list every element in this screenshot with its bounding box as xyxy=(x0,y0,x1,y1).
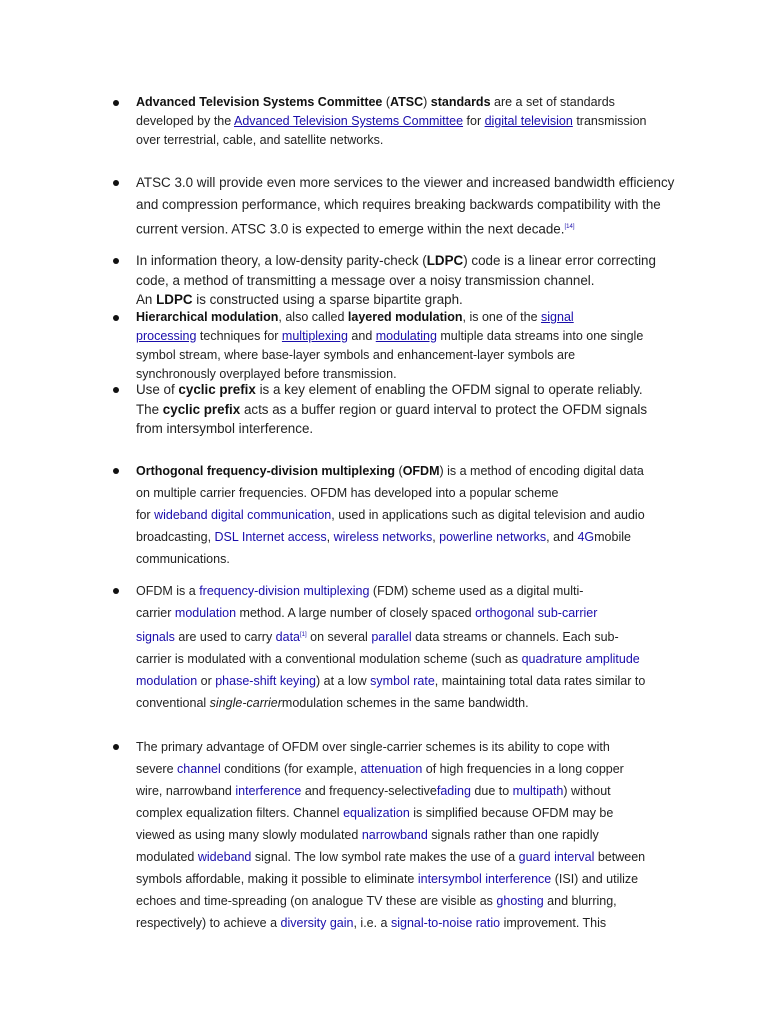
text-run: (ISI) and utilize xyxy=(551,872,639,886)
underlined-link[interactable]: Advanced Television Systems Committee xyxy=(234,114,464,128)
text-run: , also called xyxy=(278,310,348,324)
text-run: The xyxy=(136,401,163,417)
link[interactable]: modulation xyxy=(136,674,198,689)
list-item-text xyxy=(136,736,676,934)
text-run: severe xyxy=(136,762,177,776)
text-line xyxy=(136,327,676,346)
text-run: on multiple carrier frequencies. OFDM has developed into a popular scheme xyxy=(136,486,559,500)
link[interactable]: parallel xyxy=(371,630,412,645)
text-run: ( xyxy=(382,95,391,109)
text-run: , xyxy=(432,530,440,544)
text-run: techniques for xyxy=(196,329,282,343)
bullet-icon xyxy=(113,468,119,474)
link[interactable]: 4G xyxy=(577,530,595,544)
text-run: is a key element of enabling the OFDM signal to operate reliably. xyxy=(255,382,643,397)
text-run: , is one of the xyxy=(462,310,542,324)
text-line xyxy=(136,758,676,780)
link[interactable]: quadrature amplitude xyxy=(521,652,640,667)
link[interactable]: multipath xyxy=(512,784,564,798)
link[interactable]: data xyxy=(275,630,301,645)
link[interactable]: channel xyxy=(177,762,221,776)
text-line xyxy=(136,131,676,150)
bold-term: LDPC xyxy=(156,292,193,307)
text-line xyxy=(136,290,676,310)
text-run: respectively) to achieve a xyxy=(136,916,281,930)
text-line xyxy=(136,504,676,526)
bullet-icon xyxy=(113,588,119,594)
link[interactable]: signal-to-noise ratio xyxy=(391,916,501,930)
text-run: ) is a method of encoding digital data xyxy=(439,464,644,478)
link[interactable]: powerline networks xyxy=(439,530,547,544)
text-line xyxy=(136,548,676,570)
text-line xyxy=(136,419,676,439)
text-run: due to xyxy=(470,784,513,798)
text-run: signal. The low symbol rate makes the use of a xyxy=(251,850,519,864)
text-run: is simplified because OFDM may be xyxy=(409,806,614,820)
text-run: ATSC 3.0 will provide even more services to the viewer and increased bandwidth efficiency xyxy=(136,175,675,190)
text-run: multiple data streams into one single xyxy=(436,329,644,343)
bullet-icon xyxy=(113,387,119,393)
text-run: ) code is a linear error correcting xyxy=(463,253,656,268)
bold-term: cyclic prefix xyxy=(178,382,256,397)
link[interactable]: symbol rate xyxy=(370,674,435,689)
text-run: viewed as using many slowly modulated xyxy=(136,828,362,842)
link[interactable]: orthogonal sub-carrier xyxy=(475,606,598,620)
link[interactable]: narrowband xyxy=(361,828,428,842)
text-run: broadcasting, xyxy=(136,530,215,544)
text-run: modulation schemes in the same bandwidth. xyxy=(281,696,529,711)
list-item-text xyxy=(136,172,676,240)
list-item-text xyxy=(136,251,676,310)
text-run: complex equalization filters. Channel xyxy=(136,806,344,820)
text-line xyxy=(136,824,676,846)
text-line xyxy=(136,172,676,194)
list-item-text xyxy=(136,93,676,150)
link[interactable]: signals xyxy=(136,630,175,645)
text-run: (FDM) scheme used as a digital multi- xyxy=(369,584,584,598)
text-line xyxy=(136,624,676,648)
text-run: improvement. This xyxy=(500,916,607,930)
bullet-icon xyxy=(113,100,119,106)
text-run: ( xyxy=(395,464,403,478)
text-run: acts as a buffer region or guard interval to protect the OFDM signals xyxy=(240,401,648,417)
text-line xyxy=(136,526,676,548)
link[interactable]: modulation xyxy=(174,606,237,620)
link[interactable]: guard interval xyxy=(518,850,595,864)
text-line xyxy=(136,802,676,824)
text-line xyxy=(136,400,676,420)
text-run: An xyxy=(136,292,157,307)
text-run: modulated xyxy=(136,850,198,864)
link[interactable]: frequency-division multiplexing xyxy=(199,584,370,598)
bold-term: Orthogonal frequency-division multiplexing xyxy=(136,464,396,478)
text-run: , i.e. a xyxy=(353,916,391,930)
bold-term: Hierarchical modulation xyxy=(136,310,279,324)
text-run: , xyxy=(326,530,334,544)
text-run: carrier is modulated with a conventional modulation scheme (such as xyxy=(136,652,522,667)
text-run: and compression performance, which requires breaking backwards compatibility with the xyxy=(136,197,661,212)
text-line xyxy=(136,890,676,912)
text-run: is constructed using a sparse bipartite graph. xyxy=(192,292,463,307)
list-item-text xyxy=(136,580,676,714)
text-run: mobile xyxy=(594,530,631,544)
text-run: symbol stream, where base-layer symbols and enhancement-layer symbols are xyxy=(136,348,576,362)
text-run: and xyxy=(347,329,376,343)
text-run: from intersymbol interference. xyxy=(136,421,314,436)
citation-link[interactable]: [14] xyxy=(564,224,575,230)
bold-term: Advanced Television Systems Committee xyxy=(136,95,383,109)
text-line xyxy=(136,670,676,692)
italic-term: single-carrier xyxy=(209,696,282,711)
link[interactable]: equalization xyxy=(343,806,410,820)
text-run: Use of xyxy=(136,382,179,397)
bold-term: layered modulation xyxy=(347,310,463,324)
bullet-icon xyxy=(113,180,119,186)
text-run: data streams or channels. Each sub- xyxy=(411,630,619,645)
link[interactable]: fading xyxy=(436,784,471,798)
underlined-link[interactable]: multiplexing xyxy=(281,329,348,343)
text-line xyxy=(136,868,676,890)
link[interactable]: phase-shift keying xyxy=(215,674,316,689)
bold-term: OFDM xyxy=(402,464,440,478)
link[interactable]: attenuation xyxy=(360,762,423,776)
text-line xyxy=(136,112,676,131)
text-run: and frequency-selective xyxy=(301,784,437,798)
text-line xyxy=(136,194,676,216)
text-run: conditions (for example, xyxy=(220,762,361,776)
text-line xyxy=(136,251,676,271)
text-run: ) at a low xyxy=(315,674,371,689)
text-line xyxy=(136,648,676,670)
text-run: on several xyxy=(306,630,372,645)
text-run: , and xyxy=(546,530,578,544)
text-run: are used to carry xyxy=(174,630,276,645)
link[interactable]: intersymbol interference xyxy=(417,872,552,886)
text-run: conventional xyxy=(136,696,210,711)
list-item-text xyxy=(136,460,676,570)
text-run: over terrestrial, cable, and satellite networks. xyxy=(136,133,384,147)
text-run: are a set of standards xyxy=(490,95,615,109)
text-line xyxy=(136,736,676,758)
list-item-text xyxy=(136,380,676,439)
link[interactable]: ghosting xyxy=(496,894,544,908)
bullet-icon xyxy=(113,744,119,750)
bold-term: ATSC xyxy=(390,95,424,109)
bold-term: cyclic prefix xyxy=(162,401,241,417)
text-run: for xyxy=(463,114,485,128)
link[interactable]: wireless networks xyxy=(333,530,433,544)
text-line xyxy=(136,271,676,291)
text-line xyxy=(136,93,676,112)
bullet-icon xyxy=(113,315,119,321)
text-line xyxy=(136,692,676,714)
citation-link[interactable]: [1] xyxy=(300,632,307,638)
text-run: of high frequencies in a long copper xyxy=(422,762,624,776)
underlined-link[interactable]: signal xyxy=(541,310,574,324)
text-line xyxy=(136,346,676,365)
text-run: synchronously overplayed before transmission. xyxy=(136,367,397,381)
text-run: or xyxy=(197,674,216,689)
text-run: and blurring, xyxy=(543,894,617,908)
text-run: echoes and time-spreading (on analogue TV these are visible as xyxy=(136,894,497,908)
link[interactable]: DSL Internet access xyxy=(214,530,327,544)
text-line xyxy=(136,380,676,400)
text-run: The primary advantage of OFDM over single-carrier schemes is its ability to cope with xyxy=(136,740,610,754)
text-line xyxy=(136,846,676,868)
text-line xyxy=(136,580,676,602)
text-run: communications. xyxy=(136,552,230,566)
text-run: method. A large number of closely spaced xyxy=(236,606,476,620)
text-run: between xyxy=(594,850,646,864)
text-line xyxy=(136,912,676,934)
text-run: ) without xyxy=(563,784,611,798)
text-run: carrier xyxy=(136,606,175,620)
text-line xyxy=(136,308,676,327)
text-run: current version. ATSC 3.0 is expected to emerge within the next decade. xyxy=(136,221,565,237)
text-run: code, a method of transmitting a message over a noisy transmission channel. xyxy=(136,272,595,288)
link[interactable]: diversity gain xyxy=(280,916,354,930)
text-run: ) xyxy=(423,95,431,109)
link[interactable]: wideband xyxy=(197,850,252,864)
text-run: symbols affordable, making it possible to eliminate xyxy=(136,872,418,886)
bullet-icon xyxy=(113,258,119,264)
text-run: for xyxy=(136,508,155,522)
underlined-link[interactable]: processing xyxy=(136,329,197,343)
list-item-text xyxy=(136,308,676,384)
text-run: In information theory, a low-density parity-check ( xyxy=(136,253,427,268)
text-line xyxy=(136,482,676,504)
bold-term: LDPC xyxy=(426,253,464,268)
text-run: transmission xyxy=(572,114,647,128)
text-line xyxy=(136,780,676,802)
text-run: , maintaining total data rates similar to xyxy=(434,674,646,689)
text-run: signals rather than one rapidly xyxy=(427,828,599,842)
text-run: developed by the xyxy=(136,114,234,128)
underlined-link[interactable]: modulating xyxy=(375,329,437,343)
text-run: , used in applications such as digital television and audio xyxy=(331,508,645,522)
bold-term: standards xyxy=(430,95,491,109)
underlined-link[interactable]: digital television xyxy=(484,114,573,128)
link[interactable]: interference xyxy=(235,784,302,798)
text-line xyxy=(136,460,676,482)
text-run: OFDM is a xyxy=(136,584,200,598)
text-run: wire, narrowband xyxy=(136,784,236,798)
link[interactable]: wideband digital communication xyxy=(154,508,332,522)
text-line xyxy=(136,216,676,240)
text-line xyxy=(136,602,676,624)
